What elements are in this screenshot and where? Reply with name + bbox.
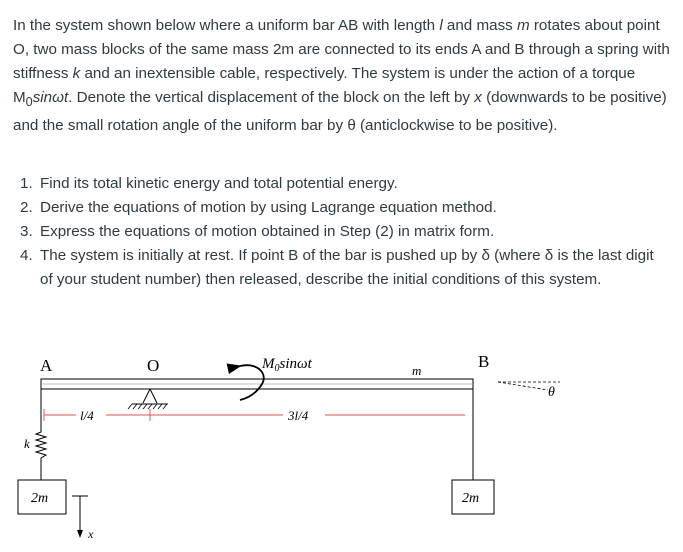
question-item [20, 244, 670, 292]
label-o: O [147, 356, 160, 375]
question-number: 4. [20, 247, 33, 264]
dim-right-label: 3l/4 [288, 408, 309, 423]
symbol-x: x [474, 89, 482, 106]
angle-rotated-line [498, 382, 548, 390]
question-item [20, 220, 670, 244]
question-text: Derive the equations of motion by using Lagrange equation method. [40, 199, 497, 216]
question-number: 3. [20, 223, 33, 240]
spring [36, 429, 46, 480]
torque-label: $M_0\sin\omega t$ [262, 356, 312, 374]
question-item [20, 172, 670, 196]
intro-text-5: . Denote the vertical displacement of the block on the left by [68, 89, 475, 106]
mechanism-diagram [0, 340, 683, 552]
question-number: 1. [20, 175, 33, 192]
symbol-m: m [516, 17, 530, 34]
pivot-support [128, 389, 168, 409]
block-left-label: 2m [31, 491, 49, 506]
label-a: A [40, 356, 53, 375]
angle-label: θ [548, 385, 555, 400]
question-text: Find its total kinetic energy and total potential energy. [40, 175, 398, 192]
intro-text-2: and mass [442, 17, 517, 34]
symbol-l: l [439, 17, 443, 34]
intro-text-1: In the system shown below where a uniform bar AB with length [13, 17, 440, 34]
intro-text-6: (downwards to be positive) and the small rotation angle of the uniform bar by θ (anticlockwise to be positive). [13, 89, 667, 135]
symbol-k: k [72, 65, 81, 82]
intro-text-3: rotates about point O, two mass blocks of the same mass 2m are connected to its ends A and B through a spring with stiffness [13, 17, 670, 82]
question-text: The system is initially at rest. If point B of the bar is pushed up by δ (where δ is the last digit of your student number) then released, describe the initial conditions of this system. [40, 247, 654, 288]
question-number: 2. [20, 199, 33, 216]
problem-statement [13, 14, 673, 138]
question-list [20, 172, 670, 292]
spring-label: k [24, 436, 30, 451]
intro-text-4: and an inextensible cable, respectively. The system is under the action of a torque M [13, 65, 636, 106]
label-bar-mass: m [412, 363, 422, 378]
subscript-0: 0 [25, 95, 33, 110]
displacement-label: x [88, 527, 94, 541]
block-right-label: 2m [462, 491, 480, 506]
dim-left-label: l/4 [80, 408, 94, 423]
label-b: B [478, 352, 490, 371]
question-text: Express the equations of motion obtained in Step (2) in matrix form. [40, 223, 495, 240]
symbol-sinwt: sinωt [32, 89, 69, 106]
question-item [20, 196, 670, 220]
